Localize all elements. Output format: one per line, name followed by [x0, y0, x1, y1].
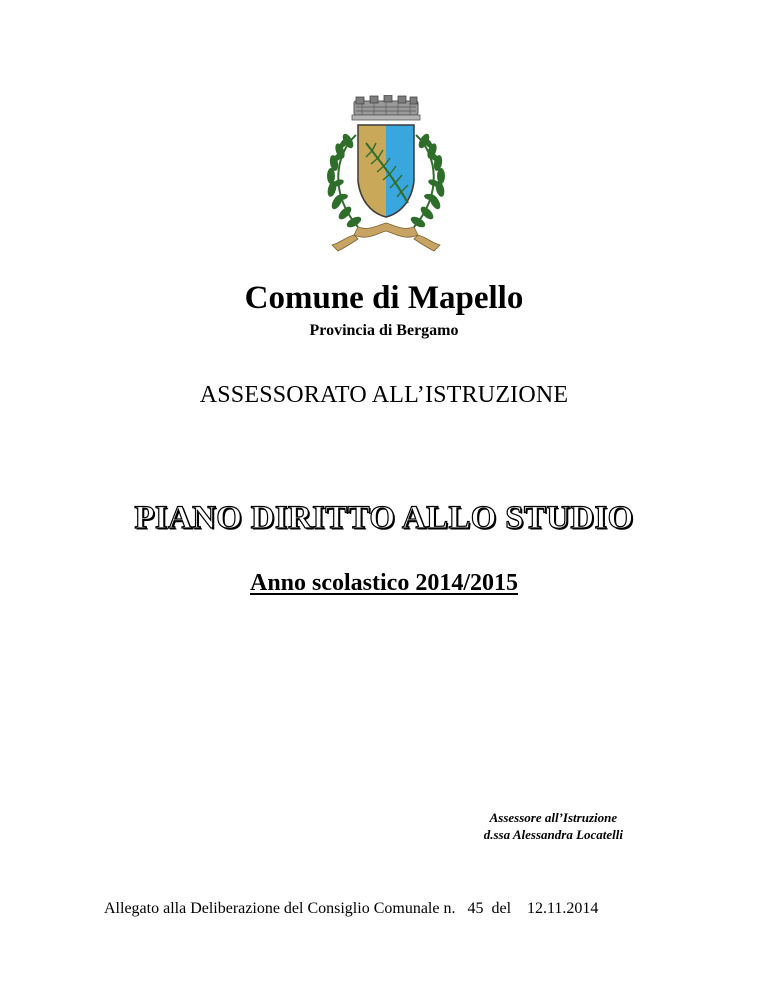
- crown-icon: [352, 95, 420, 120]
- document-title: PIANO DIRITTO ALLO STUDIO: [134, 500, 634, 536]
- shield-icon: [358, 125, 414, 217]
- municipality-name: Comune di Mapello: [244, 280, 524, 316]
- signatory-role: Assessore all’Istruzione: [489, 810, 618, 825]
- ribbon-icon: [332, 223, 440, 251]
- coat-of-arms-icon: [318, 95, 454, 255]
- province-name: Provincia di Bergamo: [309, 322, 459, 339]
- school-year: Anno scolastico 2014/2015: [249, 570, 518, 596]
- department-heading: ASSESSORATO ALL’ISTRUZIONE: [199, 382, 569, 408]
- signatory-name: d.ssa Alessandra Locatelli: [483, 827, 623, 842]
- signature-block: [484, 809, 623, 843]
- attachment-note: Allegato alla Deliberazione del Consiglio Comunale n. 45 del 12.11.2014: [104, 900, 599, 917]
